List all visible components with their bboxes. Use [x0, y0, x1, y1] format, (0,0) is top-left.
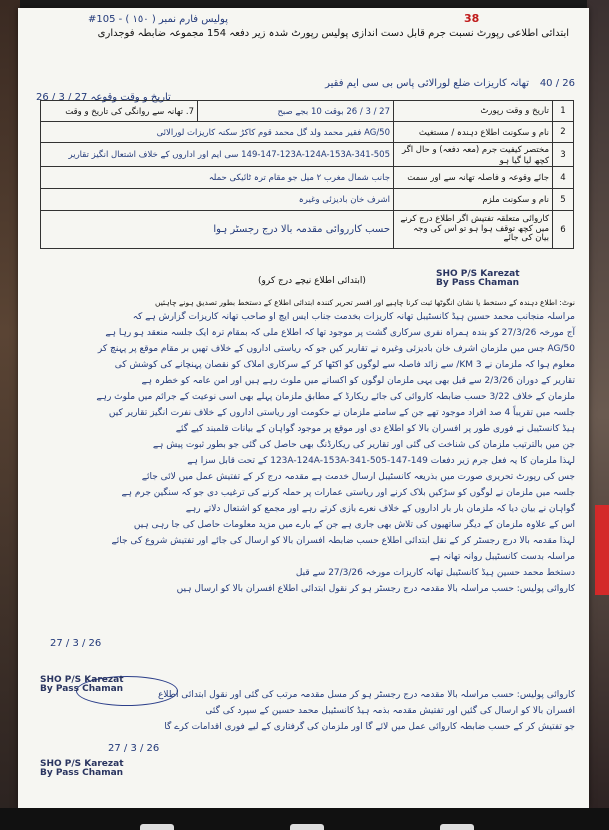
top-marks: #105 - ( ١٥٠ ) پولیس فارم نمبر [88, 14, 228, 25]
action-line: کاروائی پولیس: حسب مراسلہ بالا مقدمہ درج رجسٹر ہو کر مسل مقدمہ مرتب کی گئی اور نقول ابتدائی اطلاع [158, 690, 575, 700]
signature-date-1: 27 / 3 / 26 [50, 638, 102, 649]
body-line: ہیڈ کانسٹیبل نے فوری طور پر افسران بالا کو اطلاع دی اور موقع پر موجود گواہان کے بیانات قلمبند کیے گئے [175, 424, 575, 434]
body-line: معلوم ہوا کہ ملزمان نے 3 KM/ سے زائد فاصلہ سے لوگوں کو اکٹھا کر کے سرکاری املاک کو نقصان پہنچانے کی کوشش کی [114, 360, 575, 370]
row-value: اشرف خان بادیزئی وغیرہ [41, 189, 394, 211]
body-line: ملزمان کے خلاف 3/22 حسب ضابطہ کاروائی کی جائے ریکارڈ کے مطابق ملزمان پہلے بھی اسی نوعیت کے جرائم میں ملوث رہے [96, 392, 575, 402]
background-right [587, 0, 609, 830]
body-line: تقاریر کے دوران 2/3/26 سے قبل بھی یہی ملزمان لوگوں کو اکسانے میں ملوث رہے ہیں اور امن عامہ کو خطرہ ہے [141, 376, 575, 386]
body-line: جلسہ میں تقریباً 4 صد افراد موجود تھے جن کے سامنے ملزمان نے حکومت اور ریاستی اداروں کے خلاف نفرت انگیز تقاریر کیں [108, 408, 575, 418]
police-station: تھانہ کاریزات ضلع لورالائی پاس بی سی ایم فقیر [325, 78, 529, 89]
body-line: جس کی رپورٹ تحریری صورت میں بذریعہ کانسٹیبل ارسال خدمت ہے مقدمہ درج کر کے تفتیش عمل میں لائی جائے [141, 472, 575, 482]
row-label: نام و سکونت اطلاع دہندہ / مستغیث [394, 122, 553, 143]
body-line: جلسہ میں ملزمان نے لوگوں کو سڑکیں بلاک کرنے اور ریاستی عمارات پر حملہ کرنے کی ترغیب دی جو کہ سنگین جرم ہے [121, 488, 575, 498]
fir-document-page [18, 8, 589, 808]
body-line: اس کے علاوہ ملزمان کے دیگر ساتھیوں کی تلاش بھی جاری ہے جن کے بارے میں مزید معلومات حاصل کی جا رہی ہیں [133, 520, 575, 530]
body-line: لہذا ملزمان کا یہ فعل جرم زیر دفعات 149-147-123A-124A-153A-341-505 کے تحت قابل سزا ہے [187, 456, 575, 466]
fir-form-table [40, 100, 574, 249]
note-line: نوٹ: اطلاع دہندہ کے دستخط یا نشان انگوٹھا ثبت کرنا چاہیے اور افسر تحریر کنندہ ابتدائی اطلاع کے دستخط بطور تصدیق ہونے چاہئیں [155, 298, 575, 307]
signature-date-2: 27 / 3 / 26 [108, 743, 160, 754]
row-value: 149-147-123A-124A-153A-341-505 سی ایم اور اداروں کے خلاف اشتعال انگیز تقاریر [41, 143, 394, 167]
row-value: حسب کارروائی مقدمہ بالا درج رجسٹر ہوا [41, 211, 394, 249]
stamp-line2: By Pass Chaman [436, 278, 520, 289]
page-number: 38 [464, 12, 480, 25]
row-label: تاریخ و وقت رپورٹ [394, 101, 553, 122]
row-label: جائے وقوعہ و فاصلہ تھانہ سے اور سمت [394, 167, 553, 189]
body-line: جن میں بالترتیب ملزمان کی شناخت کی گئی اور تقاریر کی ریکارڈنگ بھی حاصل کی گئی جو بطور ثبوت پیش ہے [152, 440, 575, 450]
body-line: مراسلہ منجانب محمد حسین ہیڈ کانسٹیبل تھانہ کاریزات بخدمت جناب ایس ایچ او صاحب تھانہ کاریزات گزارش ہے کہ [132, 312, 575, 322]
body-line: آج مورخہ 27/3/26 کو بندہ ہمراہ نفری سرکاری گشت پر موجود تھا کہ اطلاع ملی کہ بمقام ترہ ایک جلسہ منعقد ہو رہا ہے [105, 328, 575, 338]
body-line: دستخط محمد حسین ہیڈ کانسٹیبل تھانہ کاریزات مورخہ 27/3/26 سے قبل [295, 568, 575, 578]
bottom-decoration [140, 824, 174, 830]
row-number: 3 [553, 143, 574, 167]
body-line: مراسلہ بدست کانسٹیبل روانہ تھانہ ہے [429, 552, 575, 562]
body-line: AG/50 جس میں ملزمان اشرف خان بادیزئی وغیرہ نے تقاریر کیں جو کہ ریاستی اداروں کے خلاف تھیں بر مقام موقع پر پہنچ کر [97, 344, 575, 354]
row-number: 4 [553, 167, 574, 189]
row-number: 1 [553, 101, 574, 122]
occurrence-date: تاریخ و وقت وقوعہ 27 / 3 / 26 [36, 92, 171, 103]
sho-stamp-lower-1 [40, 676, 124, 695]
action-line: جو تفتیش کر کے حسب ضابطہ کاروائی عمل میں لائے گا اور ملزمان کی گرفتاری کے لیے فوری اقدامات کرے گا [164, 722, 575, 732]
body-line: گواہان نے بیان دیا کہ ملزمان بار بار اداروں کے خلاف نعرے بازی کرتے رہے اور مجمع کو اشتعال دلاتے رہے [185, 504, 575, 514]
background-left [0, 0, 20, 830]
stamp-line2: By Pass Chaman [40, 768, 124, 779]
row-label: نام و سکونت ملزم [394, 189, 553, 211]
row-value: 27 / 3 / 26 بوقت 10 بجے صبح [198, 101, 394, 122]
stamp-line1: SHO P/S Karezat [40, 759, 124, 769]
stamp-line2: By Pass Chaman [40, 684, 124, 695]
row-label: مختصر کیفیت جرم (معہ دفعہ) و حال اگر کچھ لیا گیا ہو [394, 143, 553, 167]
red-tab-decoration [595, 505, 609, 595]
abstract-title: (ابتدائی اطلاع نیچے درج کرو) [258, 276, 366, 286]
bottom-decoration [290, 824, 324, 830]
body-line: کاروائی پولیس: حسب مراسلہ بالا مقدمہ درج رجسٹر ہو کر نقول ابتدائی اطلاع افسران بالا کو ارسال ہیں [176, 584, 575, 594]
row-number: 5 [553, 189, 574, 211]
row-value: AG/50 فقیر محمد ولد گل محمد قوم کاکڑ سکنہ کاریزات لورالائی [41, 122, 394, 143]
sho-stamp [436, 270, 520, 289]
header-title: ابتدائی اطلاعی رپورٹ نسبت جرم قابل دست اندازی پولیس رپورٹ شدہ زیر دفعہ 154 مجموعہ ضابطہ فوجداری [97, 28, 569, 39]
row-value: جانب شمال مغرب ۲ میل جو مقام ترہ ٹائیکی حملہ [41, 167, 394, 189]
row-number: 6 [553, 211, 574, 249]
body-line: لہذا مقدمہ بالا درج رجسٹر کر کے نقل ابتدائی اطلاع حسب ضابطہ افسران بالا کو ارسال کی جائے اور تفتیش شروع کی جائے [111, 536, 575, 546]
sho-stamp-lower-2 [40, 760, 124, 779]
row-number: 2 [553, 122, 574, 143]
fir-number: 40 / 26 [539, 78, 575, 89]
action-line: افسران بالا کو ارسال کی گئیں اور تفتیش مقدمہ بذمہ ہیڈ کانسٹیبل محمد حسین کے سپرد کی گئی [205, 706, 575, 716]
stamp-line1: SHO P/S Karezat [436, 269, 520, 279]
bottom-decoration [440, 824, 474, 830]
row-label: کاروائی متعلقہ تفتیش اگر اطلاع درج کرنے میں کچھ توقف ہوا ہو تو اس کی وجہ بیان کی جائے [394, 211, 553, 249]
stamp-line1: SHO P/S Karezat [40, 675, 124, 685]
bottom-bar [0, 808, 609, 830]
departure-cell: 7. تھانہ سے روانگی کی تاریخ و وقت [41, 101, 198, 122]
